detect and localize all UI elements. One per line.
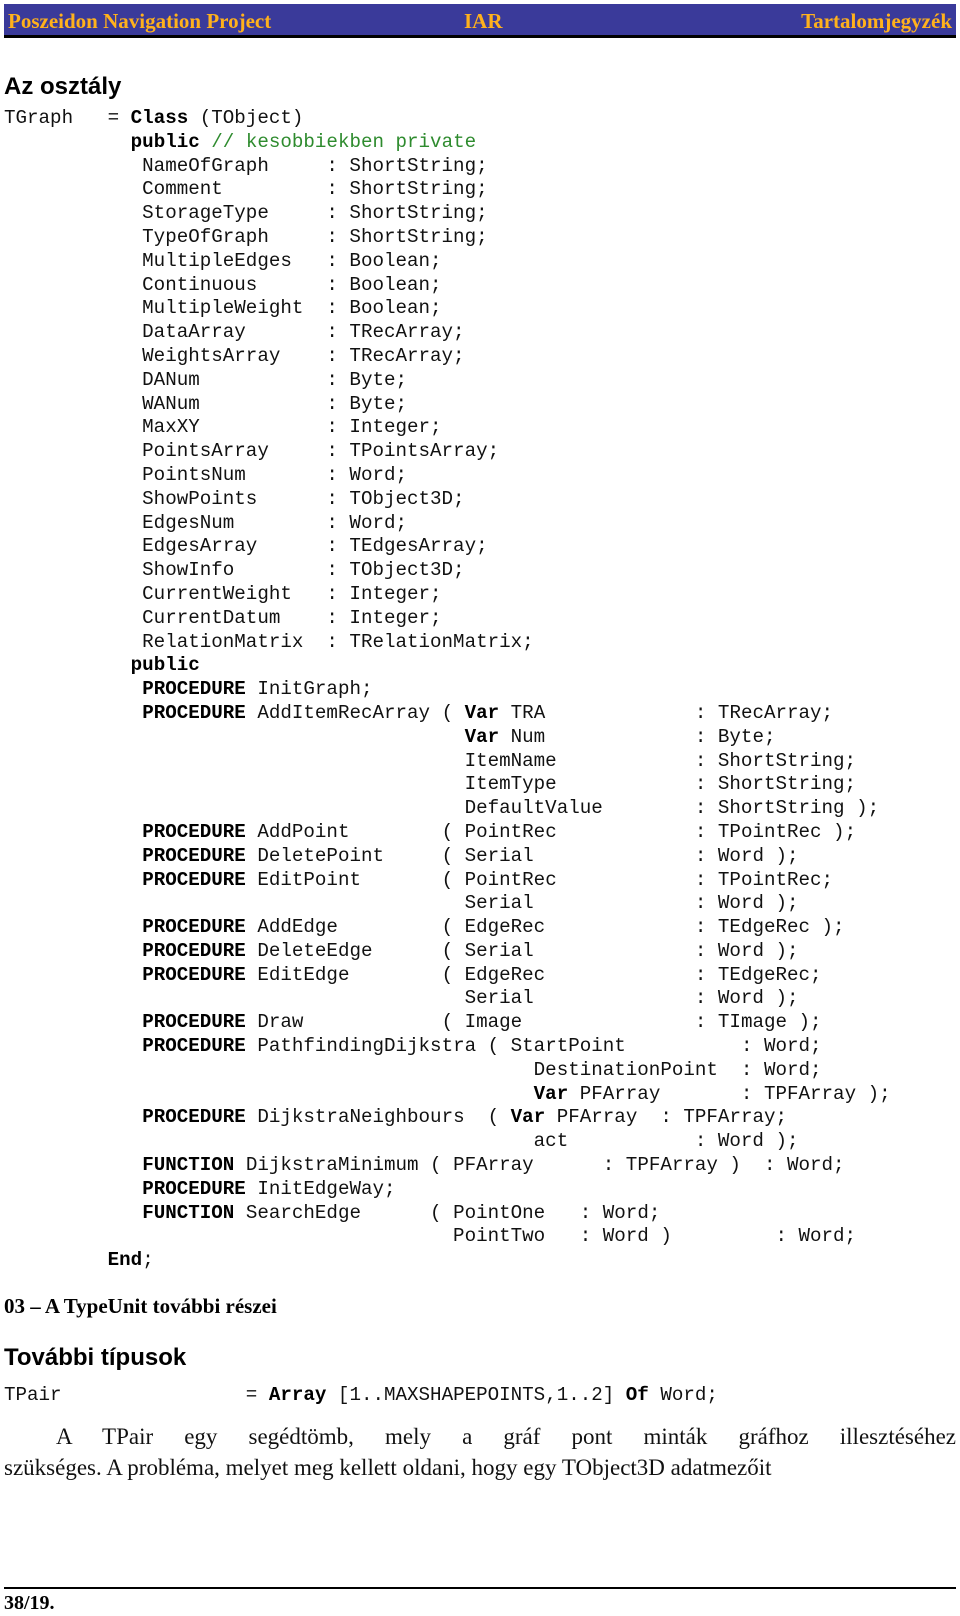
code-line	[4, 1249, 956, 1273]
code-text: (TObject)	[188, 107, 304, 129]
code-line	[4, 369, 956, 393]
code-text: AddItemRecArray (	[245, 701, 465, 724]
code-line	[4, 202, 956, 226]
code-keyword: Array	[268, 1384, 327, 1406]
code-text: PointsArray : TPointsArray;	[4, 440, 500, 463]
code-text: SearchEdge ( PointOne : Word;	[234, 1201, 661, 1224]
code-keyword: PROCEDURE	[142, 1011, 246, 1034]
code-keyword: FUNCTION	[142, 1154, 235, 1177]
code-text: MaxXY : Integer;	[4, 416, 442, 439]
code-text: EditEdge ( EdgeRec : TEdgeRec;	[245, 963, 822, 986]
code-text: CurrentWeight : Integer;	[4, 582, 442, 605]
code-text	[4, 1178, 142, 1200]
code-keyword: Class	[130, 107, 189, 129]
code-keyword: Var	[533, 1082, 569, 1105]
code-line	[4, 1225, 956, 1249]
paragraph-line: A TPair egy segédtömb, mely a gráf pont minták gráfhoz illesztéséhez	[56, 1424, 956, 1449]
code-keyword: PROCEDURE	[142, 916, 246, 939]
code-text: DijkstraNeighbours (	[245, 1106, 511, 1129]
code-line	[4, 440, 956, 464]
header-toc-link[interactable]: Tartalomjegyzék	[801, 9, 952, 33]
code-line	[4, 678, 956, 702]
code-text	[200, 131, 212, 153]
code-line	[4, 1106, 956, 1130]
code-line	[4, 131, 956, 155]
code-text: [1..MAXSHAPEPOINTS,1..2]	[326, 1384, 626, 1406]
code-line	[4, 107, 956, 131]
code-line	[4, 821, 956, 845]
code-comment: // kesobbiekben private	[211, 130, 477, 153]
code-line	[4, 416, 956, 440]
code-line	[4, 345, 956, 369]
page-header	[4, 4, 956, 38]
code-line	[4, 892, 956, 916]
code-text	[4, 1249, 108, 1271]
code-text: Word;	[648, 1384, 718, 1406]
code-text: Draw ( Image : TImage );	[245, 1011, 822, 1034]
code-line	[4, 226, 956, 250]
code-keyword: Of	[625, 1384, 649, 1406]
code-text: StorageType : ShortString;	[4, 202, 488, 225]
code-line	[4, 274, 956, 298]
code-text: NameOfGraph : ShortString;	[4, 154, 488, 177]
code-text	[4, 940, 142, 962]
code-text: WeightsArray : TRecArray;	[4, 344, 465, 367]
code-line	[4, 987, 956, 1011]
code-keyword: Var	[464, 701, 500, 724]
code-text	[4, 1083, 534, 1105]
code-line	[4, 297, 956, 321]
code-text: DeletePoint ( Serial : Word );	[245, 844, 799, 867]
code-text: AddEdge ( EdgeRec : TEdgeRec );	[245, 916, 845, 939]
code-text: DeleteEdge ( Serial : Word );	[245, 939, 799, 962]
code-text	[4, 845, 142, 867]
code-line	[4, 1083, 956, 1107]
code-text: RelationMatrix : TRelationMatrix;	[4, 630, 534, 653]
code-keyword: PROCEDURE	[142, 868, 246, 891]
code-line	[4, 773, 956, 797]
types-code-block	[4, 1384, 956, 1408]
code-text: ShowPoints : TObject3D;	[4, 487, 465, 510]
code-keyword: PROCEDURE	[142, 939, 246, 962]
code-text: Serial : Word );	[4, 892, 799, 915]
code-text	[4, 869, 142, 891]
code-text	[4, 821, 142, 843]
code-line	[4, 488, 956, 512]
header-center-label: IAR	[464, 9, 503, 33]
code-text: TPair =	[4, 1384, 269, 1406]
code-line	[4, 155, 956, 179]
code-keyword: public	[130, 654, 200, 677]
code-line	[4, 869, 956, 893]
section-title-typeunit: 03 – A TypeUnit további részei	[4, 1294, 277, 1318]
code-text: PathfindingDijkstra ( StartPoint : Word;	[245, 1035, 822, 1058]
code-line	[4, 607, 956, 631]
code-text: ItemType : ShortString;	[4, 773, 857, 796]
code-text	[4, 702, 142, 724]
code-text	[4, 1154, 142, 1176]
code-text	[4, 678, 142, 700]
code-text	[4, 654, 131, 676]
code-text: DataArray : TRecArray;	[4, 321, 465, 344]
code-text: AddPoint ( PointRec : TPointRec );	[245, 820, 857, 843]
code-keyword: Var	[510, 1106, 546, 1129]
code-line	[4, 1154, 956, 1178]
code-keyword: PROCEDURE	[142, 1177, 246, 1200]
code-text: EdgesArray : TEdgesArray;	[4, 535, 488, 558]
section-title-types: További típusok	[4, 1344, 187, 1371]
code-keyword: PROCEDURE	[142, 963, 246, 986]
code-text: MultipleWeight : Boolean;	[4, 297, 442, 320]
code-line	[4, 535, 956, 559]
code-text	[4, 726, 465, 748]
code-text	[4, 131, 131, 153]
code-text: PointTwo : Word ) : Word;	[4, 1225, 857, 1248]
code-text	[4, 1202, 142, 1224]
page-number: 38/19.	[4, 1592, 55, 1614]
code-line	[4, 321, 956, 345]
code-line	[4, 178, 956, 202]
code-text: act : Word );	[4, 1130, 799, 1153]
code-line	[4, 250, 956, 274]
code-text: EdgesNum : Word;	[4, 511, 408, 534]
code-keyword: Var	[464, 725, 500, 748]
code-text: ShowInfo : TObject3D;	[4, 559, 465, 582]
code-text: WANum : Byte;	[4, 392, 408, 415]
code-line	[4, 1202, 956, 1226]
code-line	[4, 1384, 956, 1408]
code-line	[4, 654, 956, 678]
code-line	[4, 845, 956, 869]
code-text: InitGraph;	[245, 678, 373, 701]
code-keyword: PROCEDURE	[142, 844, 246, 867]
code-keyword: PROCEDURE	[142, 1106, 246, 1129]
paragraph-line: szükséges. A probléma, melyet meg kellett oldani, hogy egy TObject3D adatmezőit	[4, 1455, 772, 1480]
code-text: DANum : Byte;	[4, 368, 408, 391]
code-line	[4, 702, 956, 726]
code-text: DefaultValue : ShortString );	[4, 797, 880, 820]
code-line	[4, 583, 956, 607]
code-text: EditPoint ( PointRec : TPointRec;	[245, 868, 834, 891]
code-line	[4, 1011, 956, 1035]
section-title-class: Az osztály	[4, 73, 122, 100]
code-keyword: public	[130, 130, 200, 153]
code-keyword: PROCEDURE	[142, 701, 246, 724]
code-text: TypeOfGraph : ShortString;	[4, 225, 488, 248]
code-text: PFArray : TPFArray;	[545, 1106, 788, 1129]
code-text	[4, 1035, 142, 1057]
code-keyword: PROCEDURE	[142, 820, 246, 843]
code-line	[4, 940, 956, 964]
code-text: TGraph =	[4, 107, 131, 129]
code-text	[4, 916, 142, 938]
code-line	[4, 1178, 956, 1202]
code-keyword: PROCEDURE	[142, 678, 246, 701]
code-text	[4, 1011, 142, 1033]
code-text: DestinationPoint : Word;	[4, 1058, 822, 1081]
code-text: Comment : ShortString;	[4, 178, 488, 201]
footer-divider	[4, 1587, 956, 1589]
code-text: ;	[142, 1249, 154, 1272]
code-line	[4, 964, 956, 988]
code-text: CurrentDatum : Integer;	[4, 606, 442, 629]
code-keyword: FUNCTION	[142, 1201, 235, 1224]
code-line	[4, 1035, 956, 1059]
code-text: Serial : Word );	[4, 987, 799, 1010]
code-line	[4, 393, 956, 417]
code-text: DijkstraMinimum ( PFArray : TPFArray ) : Word;	[234, 1154, 845, 1177]
code-text: Continuous : Boolean;	[4, 273, 442, 296]
code-text: TRA : TRecArray;	[499, 701, 834, 724]
code-text: MultipleEdges : Boolean;	[4, 249, 442, 272]
code-text: ItemName : ShortString;	[4, 749, 857, 772]
code-line	[4, 512, 956, 536]
code-text: InitEdgeWay;	[245, 1177, 396, 1200]
code-text	[4, 964, 142, 986]
code-text	[4, 1106, 142, 1128]
code-line	[4, 916, 956, 940]
code-text: Num : Byte;	[499, 725, 776, 748]
code-line	[4, 559, 956, 583]
header-project-title: Poszeidon Navigation Project	[8, 9, 272, 33]
code-text: PFArray : TPFArray );	[568, 1082, 891, 1105]
code-line	[4, 797, 956, 821]
code-keyword: End	[107, 1249, 143, 1272]
code-line	[4, 1130, 956, 1154]
code-keyword: PROCEDURE	[142, 1035, 246, 1058]
code-line	[4, 1059, 956, 1083]
code-text: PointsNum : Word;	[4, 463, 408, 486]
code-line	[4, 631, 956, 655]
code-line	[4, 750, 956, 774]
code-line	[4, 464, 956, 488]
class-code-block	[4, 107, 956, 1273]
code-line	[4, 726, 956, 750]
